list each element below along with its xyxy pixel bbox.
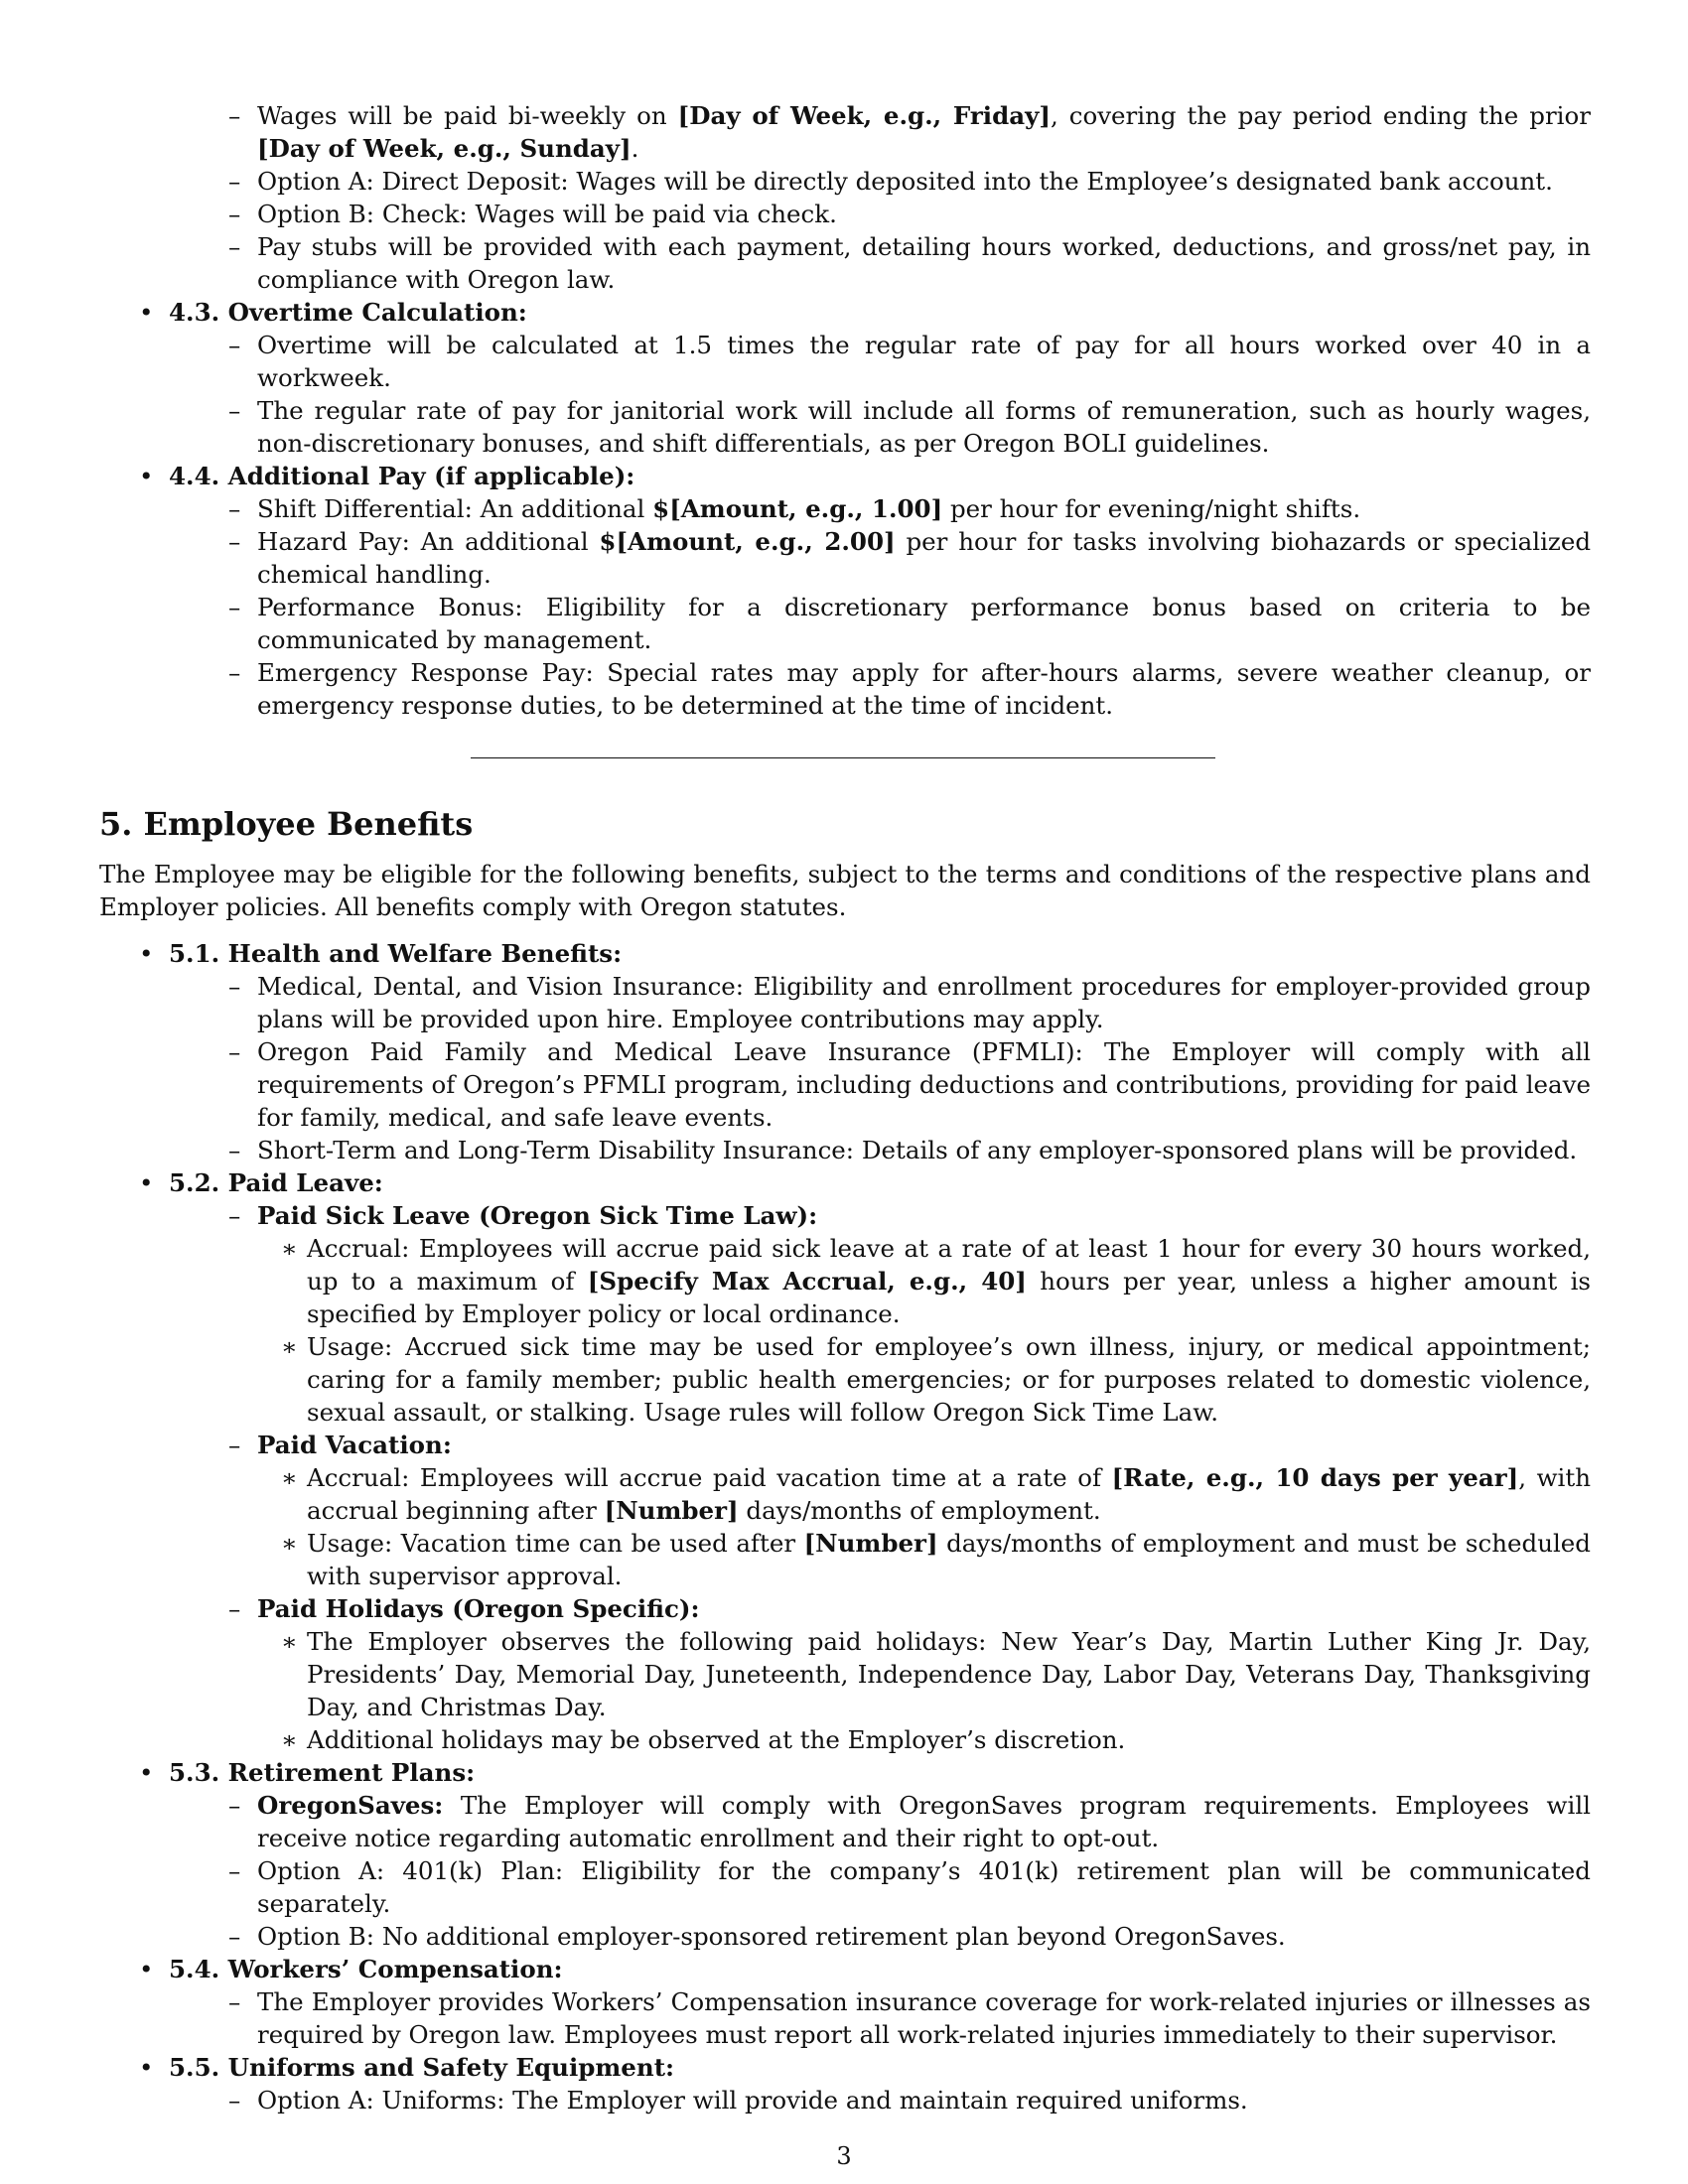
list-item: – Wages will be paid bi-weekly on [Day of Week, e.g., Friday], covering the pay period ending the prior [Day of Week, e.g., Sunday]. — [228, 99, 1591, 165]
list-item: – The regular rate of pay for janitorial work will include all forms of remuneration, such as hourly wages, non-discretionary bonuses, and shift differentials, as per Oregon BOLI guidelines. — [228, 394, 1591, 460]
subsection-4-4 — [99, 460, 1591, 722]
list-item: – Paid Sick Leave (Oregon Sick Time Law): ∗ Accrual: Employees will accrue paid sick leave at a rate of at least 1 hour for every 30 hours worked, up to a maximum of [Specify Max Accrual, e.g., 40] hours per year, unless a higher amount is specified by Employer policy or local ordinance. ∗ Usage: Accrued sick time may be used for employee’s own illness, injury, or medical appointment; caring for a family member; public health emergencies; or for purposes related to domestic violence, sexual assault, or stalking. Usage rules will follow Oregon Sick Time Law. — [228, 1199, 1591, 1429]
list-item: – Shift Differential: An additional $[Amount, e.g., 1.00] per hour for evening/night shifts. — [228, 492, 1591, 525]
list-item: ∗ Usage: Accrued sick time may be used for employee’s own illness, injury, or medical appointment; caring for a family member; public health emergencies; or for purposes related to domestic violence, sexual assault, or stalking. Usage rules will follow Oregon Sick Time Law. — [279, 1330, 1591, 1429]
list-item: ∗ Additional holidays may be observed at the Employer’s discretion. — [279, 1723, 1591, 1756]
section-intro: The Employee may be eligible for the following benefits, subject to the terms and conditions of the respective plans and Employer policies. All benefits comply with Oregon statutes. — [99, 860, 1591, 921]
list-item: – Option A: 401(k) Plan: Eligibility for the company’s 401(k) retirement plan will be communicated separately. — [228, 1854, 1591, 1920]
list-item: – Medical, Dental, and Vision Insurance: Eligibility and enrollment procedures for employer-provided group plans will be provided upon hire. Employee contributions may apply. — [228, 970, 1591, 1035]
subsection-title: 5.3. Retirement Plans: — [169, 1758, 476, 1787]
subsection-title: 5.5. Uniforms and Safety Equipment: — [169, 2053, 675, 2082]
subsection-5-4 — [99, 1953, 1591, 2051]
list-item: – Overtime will be calculated at 1.5 times the regular rate of pay for all hours worked over 40 in a workweek. — [228, 329, 1591, 394]
subsection-title: 4.4. Additional Pay (if applicable): — [169, 462, 635, 490]
subsection-5-2 — [99, 1166, 1591, 1756]
list-item: – OregonSaves: The Employer will comply with OregonSaves program requirements. Employees will receive notice regarding automatic enrollment and their right to opt-out. — [228, 1789, 1591, 1854]
list-item: – Performance Bonus: Eligibility for a discretionary performance bonus based on criteria to be communicated by management. — [228, 591, 1591, 656]
page-number: 3 — [836, 2142, 852, 2170]
list-item: – Option B: Check: Wages will be paid via check. — [228, 198, 1591, 230]
subsection-5-3 — [99, 1756, 1591, 1953]
document-page — [99, 99, 1591, 2116]
list-item: – Short-Term and Long-Term Disability Insurance: Details of any employer-sponsored plans will be provided. — [228, 1134, 1591, 1166]
list-item: – Hazard Pay: An additional $[Amount, e.g., 2.00] per hour for tasks involving biohazards or specialized chemical handling. — [228, 525, 1591, 591]
subsection-title: 4.3. Overtime Calculation: — [169, 298, 527, 327]
list-item: ∗ Usage: Vacation time can be used after [Number] days/months of employment and must be scheduled with supervisor approval. — [279, 1527, 1591, 1592]
list-item: – Option A: Uniforms: The Employer will provide and maintain required uniforms. — [228, 2084, 1591, 2116]
section-divider — [471, 757, 1215, 758]
list-item: – Paid Vacation: ∗ Accrual: Employees will accrue paid vacation time at a rate of [Rate, e.g., 10 days per year], with accrual beginning after [Number] days/months of employment. ∗ Usage: Vacation time can be used after [Number] days/months of employment and must be scheduled with supervisor approval. — [228, 1429, 1591, 1592]
list-item: – Pay stubs will be provided with each payment, detailing hours worked, deductions, and gross/net pay, in compliance with Oregon law. — [228, 230, 1591, 296]
list-item: – Paid Holidays (Oregon Specific): ∗ The Employer observes the following paid holidays: New Year’s Day, Martin Luther King Jr. Day, Presidents’ Day, Memorial Day, Juneteenth, Independence Day, Labor Day, Veterans Day, Thanksgiving Day, and Christmas Day. ∗ Additional holidays may be observed at the Employer’s discretion. — [228, 1592, 1591, 1756]
list-item: – The Employer provides Workers’ Compensation insurance coverage for work-related injuries or illnesses as required by Oregon law. Employees must report all work-related injuries immediately to their supervisor. — [228, 1985, 1591, 2051]
subsection-4-3 — [99, 296, 1591, 460]
list-item: ∗ The Employer observes the following paid holidays: New Year’s Day, Martin Luther King Jr. Day, Presidents’ Day, Memorial Day, Juneteenth, Independence Day, Labor Day, Veterans Day, Thanksgiving Day, and Christmas Day. — [279, 1625, 1591, 1723]
list-item: – Option A: Direct Deposit: Wages will be directly deposited into the Employee’s designated bank account. — [228, 165, 1591, 198]
list-item: – Oregon Paid Family and Medical Leave Insurance (PFMLI): The Employer will comply with all requirements of Oregon’s PFMLI program, including deductions and contributions, providing for paid leave for family, medical, and safe leave events. — [228, 1035, 1591, 1134]
list-item: ∗ Accrual: Employees will accrue paid vacation time at a rate of [Rate, e.g., 10 days per year], with accrual beginning after [Number] days/months of employment. — [279, 1461, 1591, 1527]
list-item: – Option B: No additional employer-sponsored retirement plan beyond OregonSaves. — [228, 1920, 1591, 1953]
subsection-5-5 — [99, 2051, 1591, 2116]
subsection-title: 5.1. Health and Welfare Benefits: — [169, 939, 623, 968]
subsection-5-1 — [99, 937, 1591, 1166]
subsection-title: 5.4. Workers’ Compensation: — [169, 1955, 563, 1983]
section-heading: 5. Employee Benefits — [99, 805, 474, 843]
list-item: – Emergency Response Pay: Special rates may apply for after-hours alarms, severe weather cleanup, or emergency response duties, to be determined at the time of incident. — [228, 656, 1591, 722]
wage-payment-list — [99, 99, 1591, 296]
section-4-list — [99, 296, 1591, 722]
subsection-title: 5.2. Paid Leave: — [169, 1168, 383, 1197]
list-item: ∗ Accrual: Employees will accrue paid sick leave at a rate of at least 1 hour for every 30 hours worked, up to a maximum of [Specify Max Accrual, e.g., 40] hours per year, unless a higher amount is specified by Employer policy or local ordinance. — [279, 1232, 1591, 1330]
section-5-list — [99, 937, 1591, 2116]
